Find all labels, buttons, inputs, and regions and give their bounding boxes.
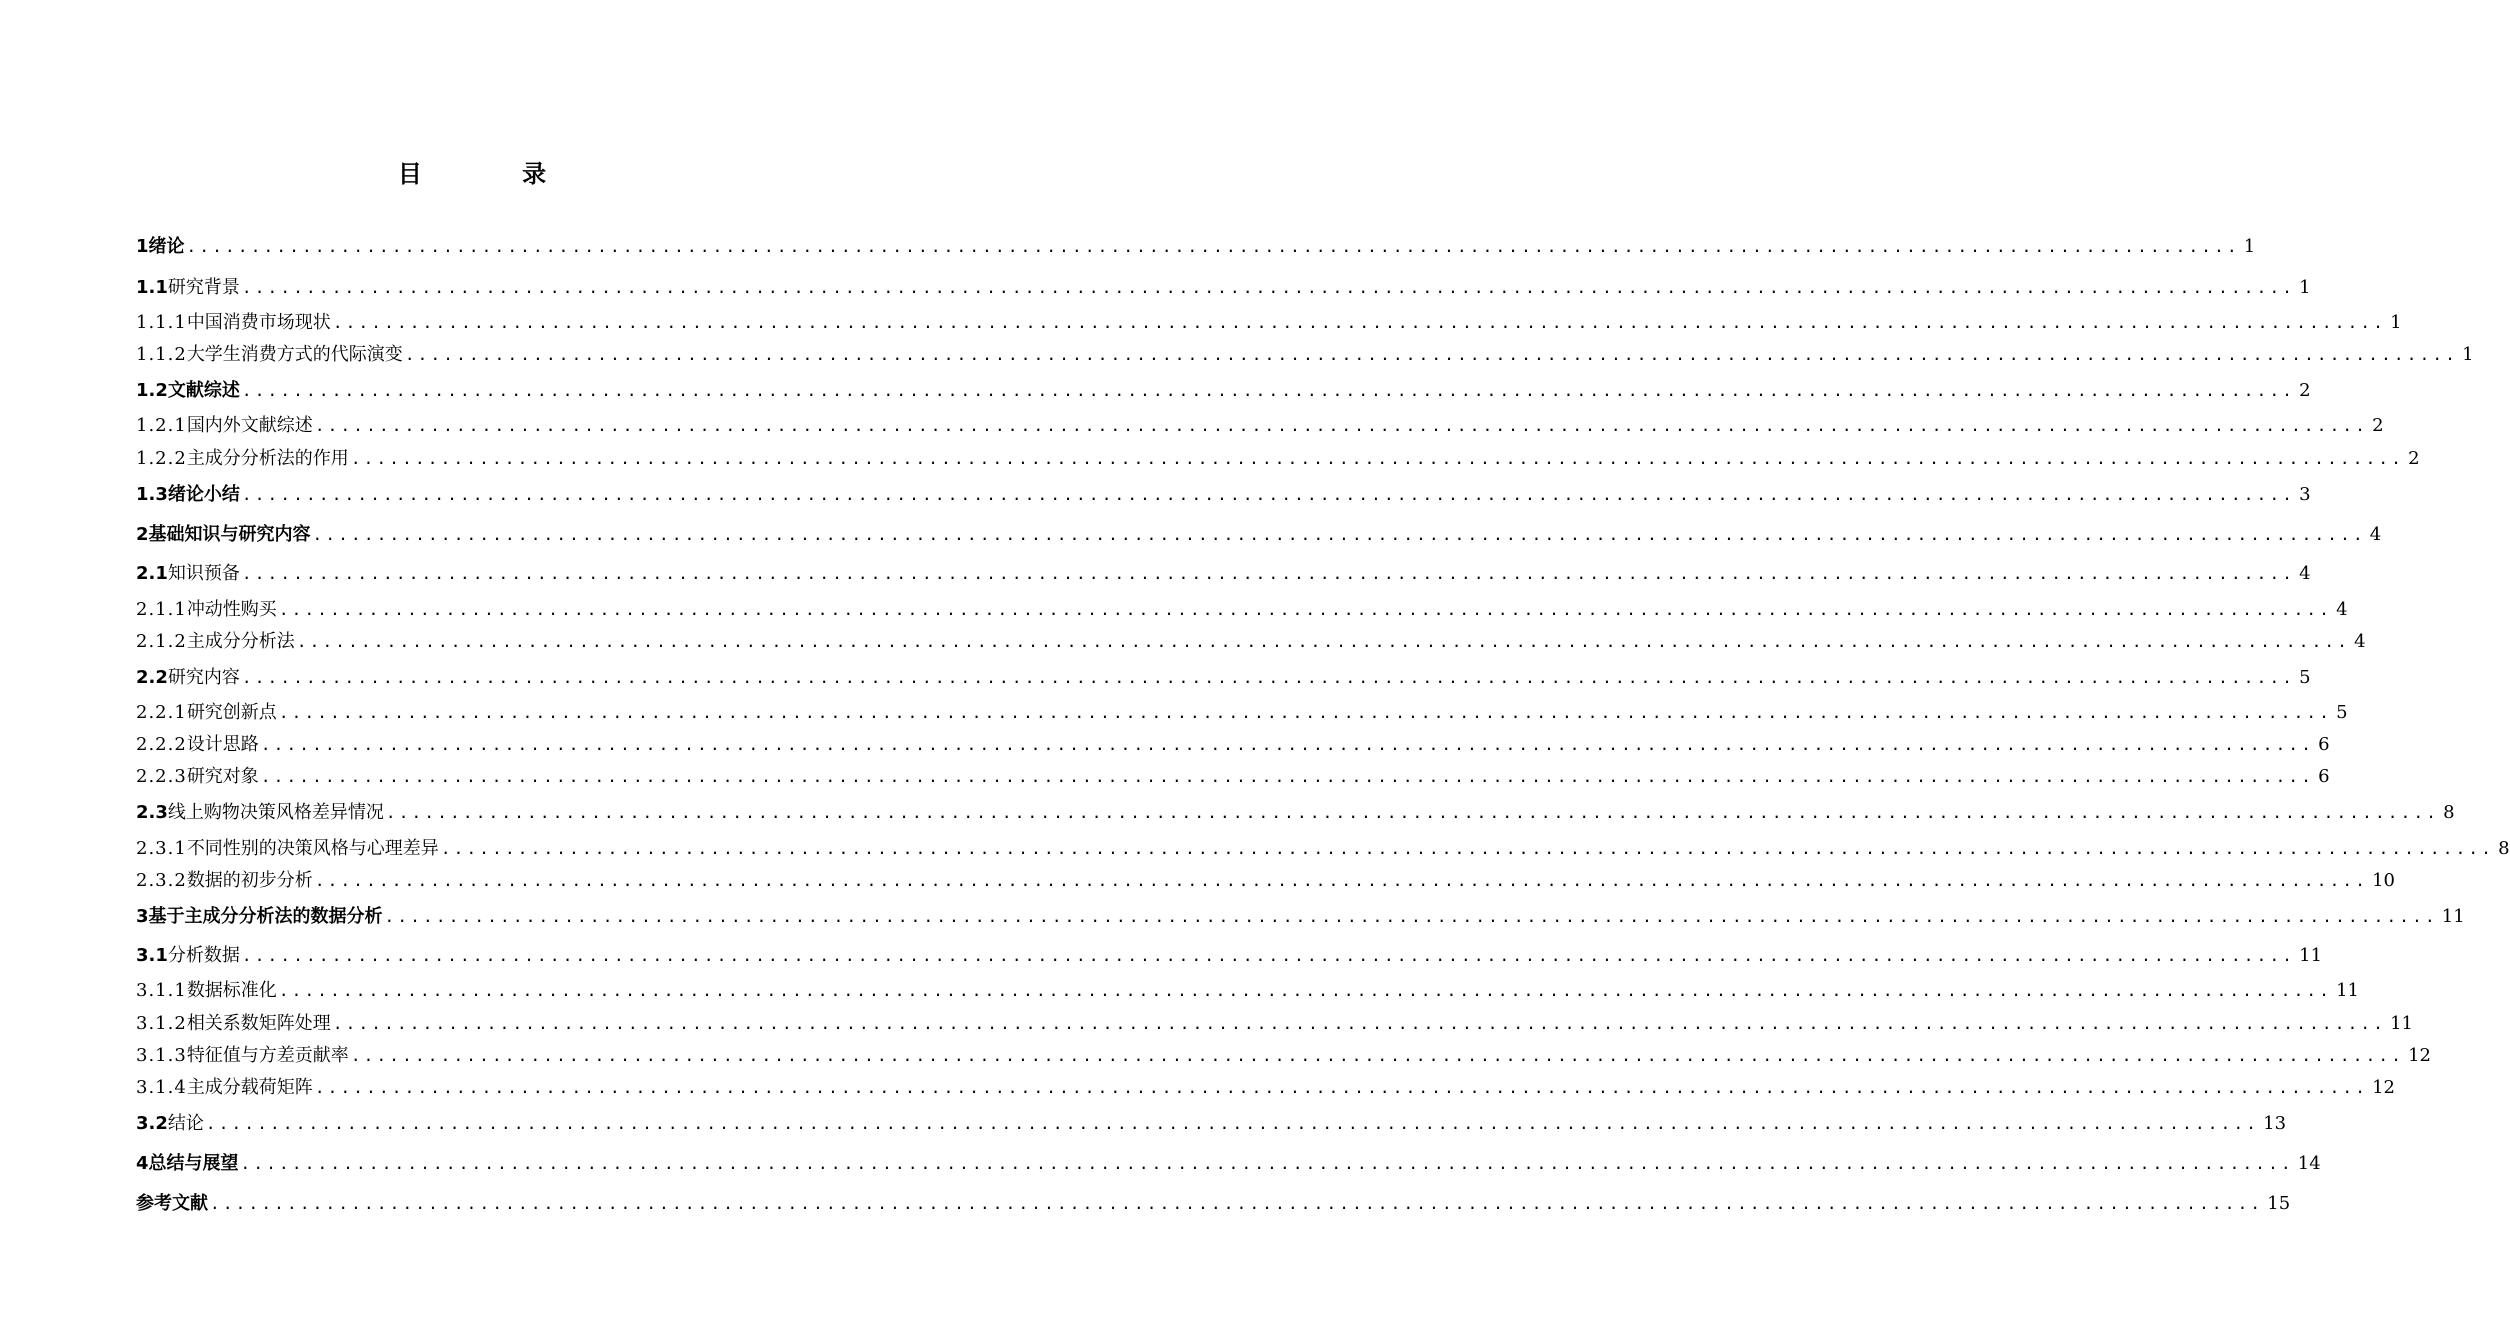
toc-entry-title: 主成分分析法的作用 [186, 448, 349, 469]
toc-entry-leader-dots: ................................................................................................................................................................ [241, 564, 2296, 583]
toc-entry-title: 中国消费市场现状 [186, 312, 331, 333]
toc-entry-title: 研究内容 [167, 667, 240, 688]
toc-entry-leader-dots: ................................................................................................................................................................ [205, 1114, 2260, 1133]
toc-entry-page-number: 11 [2299, 945, 2323, 966]
toc-entry-leader-dots: ................................................................................................................................................................ [350, 1046, 2405, 1065]
toc-entry-title: 冲动性购买 [186, 599, 277, 620]
toc-entry-number: 1.2.1 [136, 415, 187, 436]
toc-entry[interactable] [136, 522, 2382, 548]
toc-entry-leader-dots: ................................................................................................................................................................ [240, 1154, 2294, 1173]
toc-entry-number: 3.1.2 [136, 1013, 187, 1034]
toc-entry-page-number: 5 [2336, 702, 2348, 723]
toc-entry-number: 2.2.3 [136, 766, 187, 787]
toc-entry-title: 文献综述 [167, 380, 240, 401]
toc-entry-leader-dots: ................................................................................................................................................................ [314, 416, 2369, 435]
toc-entry-page-number: 1 [2299, 277, 2311, 298]
toc-entry-page-number: 8 [2443, 802, 2455, 823]
toc-entry-page-number: 2 [2372, 415, 2384, 436]
toc-entry[interactable] [136, 1043, 2431, 1069]
toc-entry-number: 1.3 [136, 484, 168, 505]
toc-entry-leader-dots: ................................................................................................................................................................ [296, 632, 2351, 651]
toc-entry-title: 数据的初步分析 [186, 870, 313, 891]
toc-entry-leader-dots: ................................................................................................................................................................ [404, 345, 2459, 364]
toc-entry-number: 3.1.1 [136, 980, 187, 1001]
toc-entry[interactable] [136, 1011, 2413, 1037]
toc-title: 目 录 [397, 160, 593, 188]
toc-entry-number: 3.1.3 [136, 1045, 187, 1066]
toc-entry-page-number: 3 [2299, 484, 2311, 505]
toc-entry-page-number: 2 [2299, 380, 2311, 401]
toc-entry[interactable] [136, 342, 2474, 368]
toc-entry-number: 1.2.2 [136, 448, 187, 469]
toc-entry[interactable] [136, 597, 2348, 623]
toc-entry-title: 知识预备 [167, 563, 240, 584]
toc-entry[interactable] [136, 836, 2510, 862]
toc-entry-number: 1.2 [136, 380, 168, 401]
toc-entry-title: 绪论小结 [167, 484, 240, 505]
toc-entry-leader-dots: ................................................................................................................................................................ [241, 278, 2296, 297]
toc-entry-leader-dots: ................................................................................................................................................................ [440, 839, 2495, 858]
toc-entry-title: 研究对象 [186, 766, 259, 787]
toc-entry-title: 相关系数矩阵处理 [186, 1013, 331, 1034]
toc-entry-page-number: 1 [2243, 236, 2256, 257]
toc-entry[interactable] [136, 446, 2420, 472]
toc-entry-page-number: 10 [2372, 870, 2395, 891]
toc-entry[interactable] [136, 482, 2311, 508]
toc-entry-leader-dots: ................................................................................................................................................................ [241, 381, 2296, 400]
toc-entry-number: 2.2 [136, 667, 168, 688]
toc-entry-number: 2.2.1 [136, 702, 187, 723]
toc-entry-page-number: 11 [2441, 906, 2465, 927]
toc-entry[interactable] [136, 1191, 2291, 1217]
toc-entry[interactable] [136, 800, 2455, 826]
toc-entry-title: 主成分载荷矩阵 [186, 1077, 313, 1098]
toc-entry[interactable] [136, 234, 2256, 260]
toc-entry-leader-dots: ................................................................................................................................................................ [278, 703, 2333, 722]
toc-entry[interactable] [136, 378, 2311, 404]
toc-entry-number: 1 [136, 236, 149, 257]
toc-entry-title: 研究背景 [167, 277, 240, 298]
toc-entry-number: 2.2.2 [136, 734, 187, 755]
toc-entry-number: 2.1.2 [136, 631, 187, 652]
toc-entry-leader-dots: ................................................................................................................................................................ [278, 600, 2333, 619]
toc-entry-title: 分析数据 [167, 945, 240, 966]
toc-entry-leader-dots: ................................................................................................................................................................ [186, 237, 2240, 256]
toc-entry-page-number: 11 [2336, 980, 2359, 1001]
toc-entry-title: 基础知识与研究内容 [148, 524, 311, 545]
toc-entry-page-number: 12 [2408, 1045, 2431, 1066]
toc-entry-title: 参考文献 [136, 1193, 208, 1214]
toc-entry-leader-dots: ................................................................................................................................................................ [278, 981, 2333, 1000]
toc-entry[interactable] [136, 978, 2359, 1004]
toc-entry-page-number: 6 [2318, 734, 2330, 755]
toc-entry-number: 2.3 [136, 802, 168, 823]
toc-entry-leader-dots: ................................................................................................................................................................ [384, 907, 2438, 926]
toc-entry[interactable] [136, 764, 2330, 790]
toc-entry-leader-dots: ................................................................................................................................................................ [332, 313, 2387, 332]
toc-entry-title: 基于主成分分析法的数据分析 [148, 906, 383, 927]
toc-entry[interactable] [136, 1075, 2395, 1101]
toc-entry[interactable] [136, 868, 2395, 894]
toc-entry-page-number: 12 [2372, 1077, 2395, 1098]
toc-entry-page-number: 14 [2297, 1153, 2321, 1174]
toc-entry-number: 2.3.2 [136, 870, 187, 891]
toc-entry-number: 1.1.2 [136, 344, 187, 365]
toc-entry-number: 2.3.1 [136, 838, 187, 859]
toc-entry[interactable] [136, 700, 2348, 726]
toc-entry-number: 4 [136, 1153, 149, 1174]
toc-entry[interactable] [136, 732, 2330, 758]
toc-entry-number: 3.1.4 [136, 1077, 187, 1098]
toc-entry[interactable] [136, 943, 2323, 969]
toc-entry-title: 数据标准化 [186, 980, 277, 1001]
toc-entry-number: 3.2 [136, 1113, 168, 1134]
toc-entry[interactable] [136, 1111, 2287, 1137]
toc-entry-title: 研究创新点 [186, 702, 277, 723]
toc-entry-leader-dots: ................................................................................................................................................................ [241, 668, 2296, 687]
toc-entry-page-number: 5 [2299, 667, 2311, 688]
toc-entry-number: 2.1.1 [136, 599, 187, 620]
toc-entry-page-number: 1 [2390, 312, 2402, 333]
toc-entry-page-number: 4 [2369, 524, 2382, 545]
toc-entry-page-number: 4 [2299, 563, 2311, 584]
toc-entry-number: 2.1 [136, 563, 168, 584]
toc-entry-page-number: 13 [2263, 1113, 2287, 1134]
toc-entry-leader-dots: ................................................................................................................................................................ [210, 1194, 2264, 1213]
toc-entry-title: 结论 [167, 1113, 204, 1134]
toc-entry-leader-dots: ................................................................................................................................................................ [314, 1078, 2369, 1097]
toc-entry-page-number: 1 [2462, 344, 2474, 365]
toc-entry[interactable] [136, 275, 2311, 301]
toc-entry-title: 国内外文献综述 [186, 415, 313, 436]
toc-entry-page-number: 15 [2267, 1193, 2291, 1214]
toc-entry-number: 3 [136, 906, 149, 927]
toc-entry-title: 不同性别的决策风格与心理差异 [186, 838, 439, 859]
toc-entry[interactable] [136, 904, 2465, 930]
toc-entry-page-number: 11 [2390, 1013, 2413, 1034]
toc-entry[interactable] [136, 310, 2402, 336]
toc-entry-leader-dots: ................................................................................................................................................................ [314, 871, 2369, 890]
toc-entry-title: 设计思路 [186, 734, 259, 755]
toc-entry-leader-dots: ................................................................................................................................................................ [350, 449, 2405, 468]
toc-entry-title: 总结与展望 [148, 1153, 239, 1174]
toc-entry-title: 主成分分析法 [186, 631, 295, 652]
toc-entry-page-number: 4 [2354, 631, 2366, 652]
toc-entry-page-number: 4 [2336, 599, 2348, 620]
toc-entry-leader-dots: ................................................................................................................................................................ [260, 735, 2315, 754]
toc-entry-page-number: 2 [2408, 448, 2420, 469]
toc-entry-leader-dots: ................................................................................................................................................................ [385, 803, 2440, 822]
toc-entry-title: 线上购物决策风格差异情况 [167, 802, 384, 823]
toc-entry-leader-dots: ................................................................................................................................................................ [332, 1014, 2387, 1033]
toc-entry-leader-dots: ................................................................................................................................................................ [260, 767, 2315, 786]
toc-entry-title: 绪论 [148, 236, 185, 257]
toc-entry-leader-dots: ................................................................................................................................................................ [241, 946, 2296, 965]
toc-entry-page-number: 8 [2498, 838, 2510, 859]
toc-entry-number: 1.1.1 [136, 312, 187, 333]
toc-entry-leader-dots: ................................................................................................................................................................ [241, 485, 2296, 504]
toc-entry[interactable] [136, 629, 2366, 655]
toc-entry-leader-dots: ................................................................................................................................................................ [312, 525, 2366, 544]
toc-entry-title: 大学生消费方式的代际演变 [186, 344, 403, 365]
toc-entry-number: 1.1 [136, 277, 168, 298]
toc-entry[interactable] [136, 1151, 2321, 1177]
toc-entry-number: 2 [136, 524, 149, 545]
toc-entry-page-number: 6 [2318, 766, 2330, 787]
toc-entry[interactable] [136, 561, 2311, 587]
toc-entry-number: 3.1 [136, 945, 168, 966]
toc-entry[interactable] [136, 665, 2311, 691]
toc-entry-title: 特征值与方差贡献率 [186, 1045, 349, 1066]
toc-entry[interactable] [136, 413, 2384, 439]
